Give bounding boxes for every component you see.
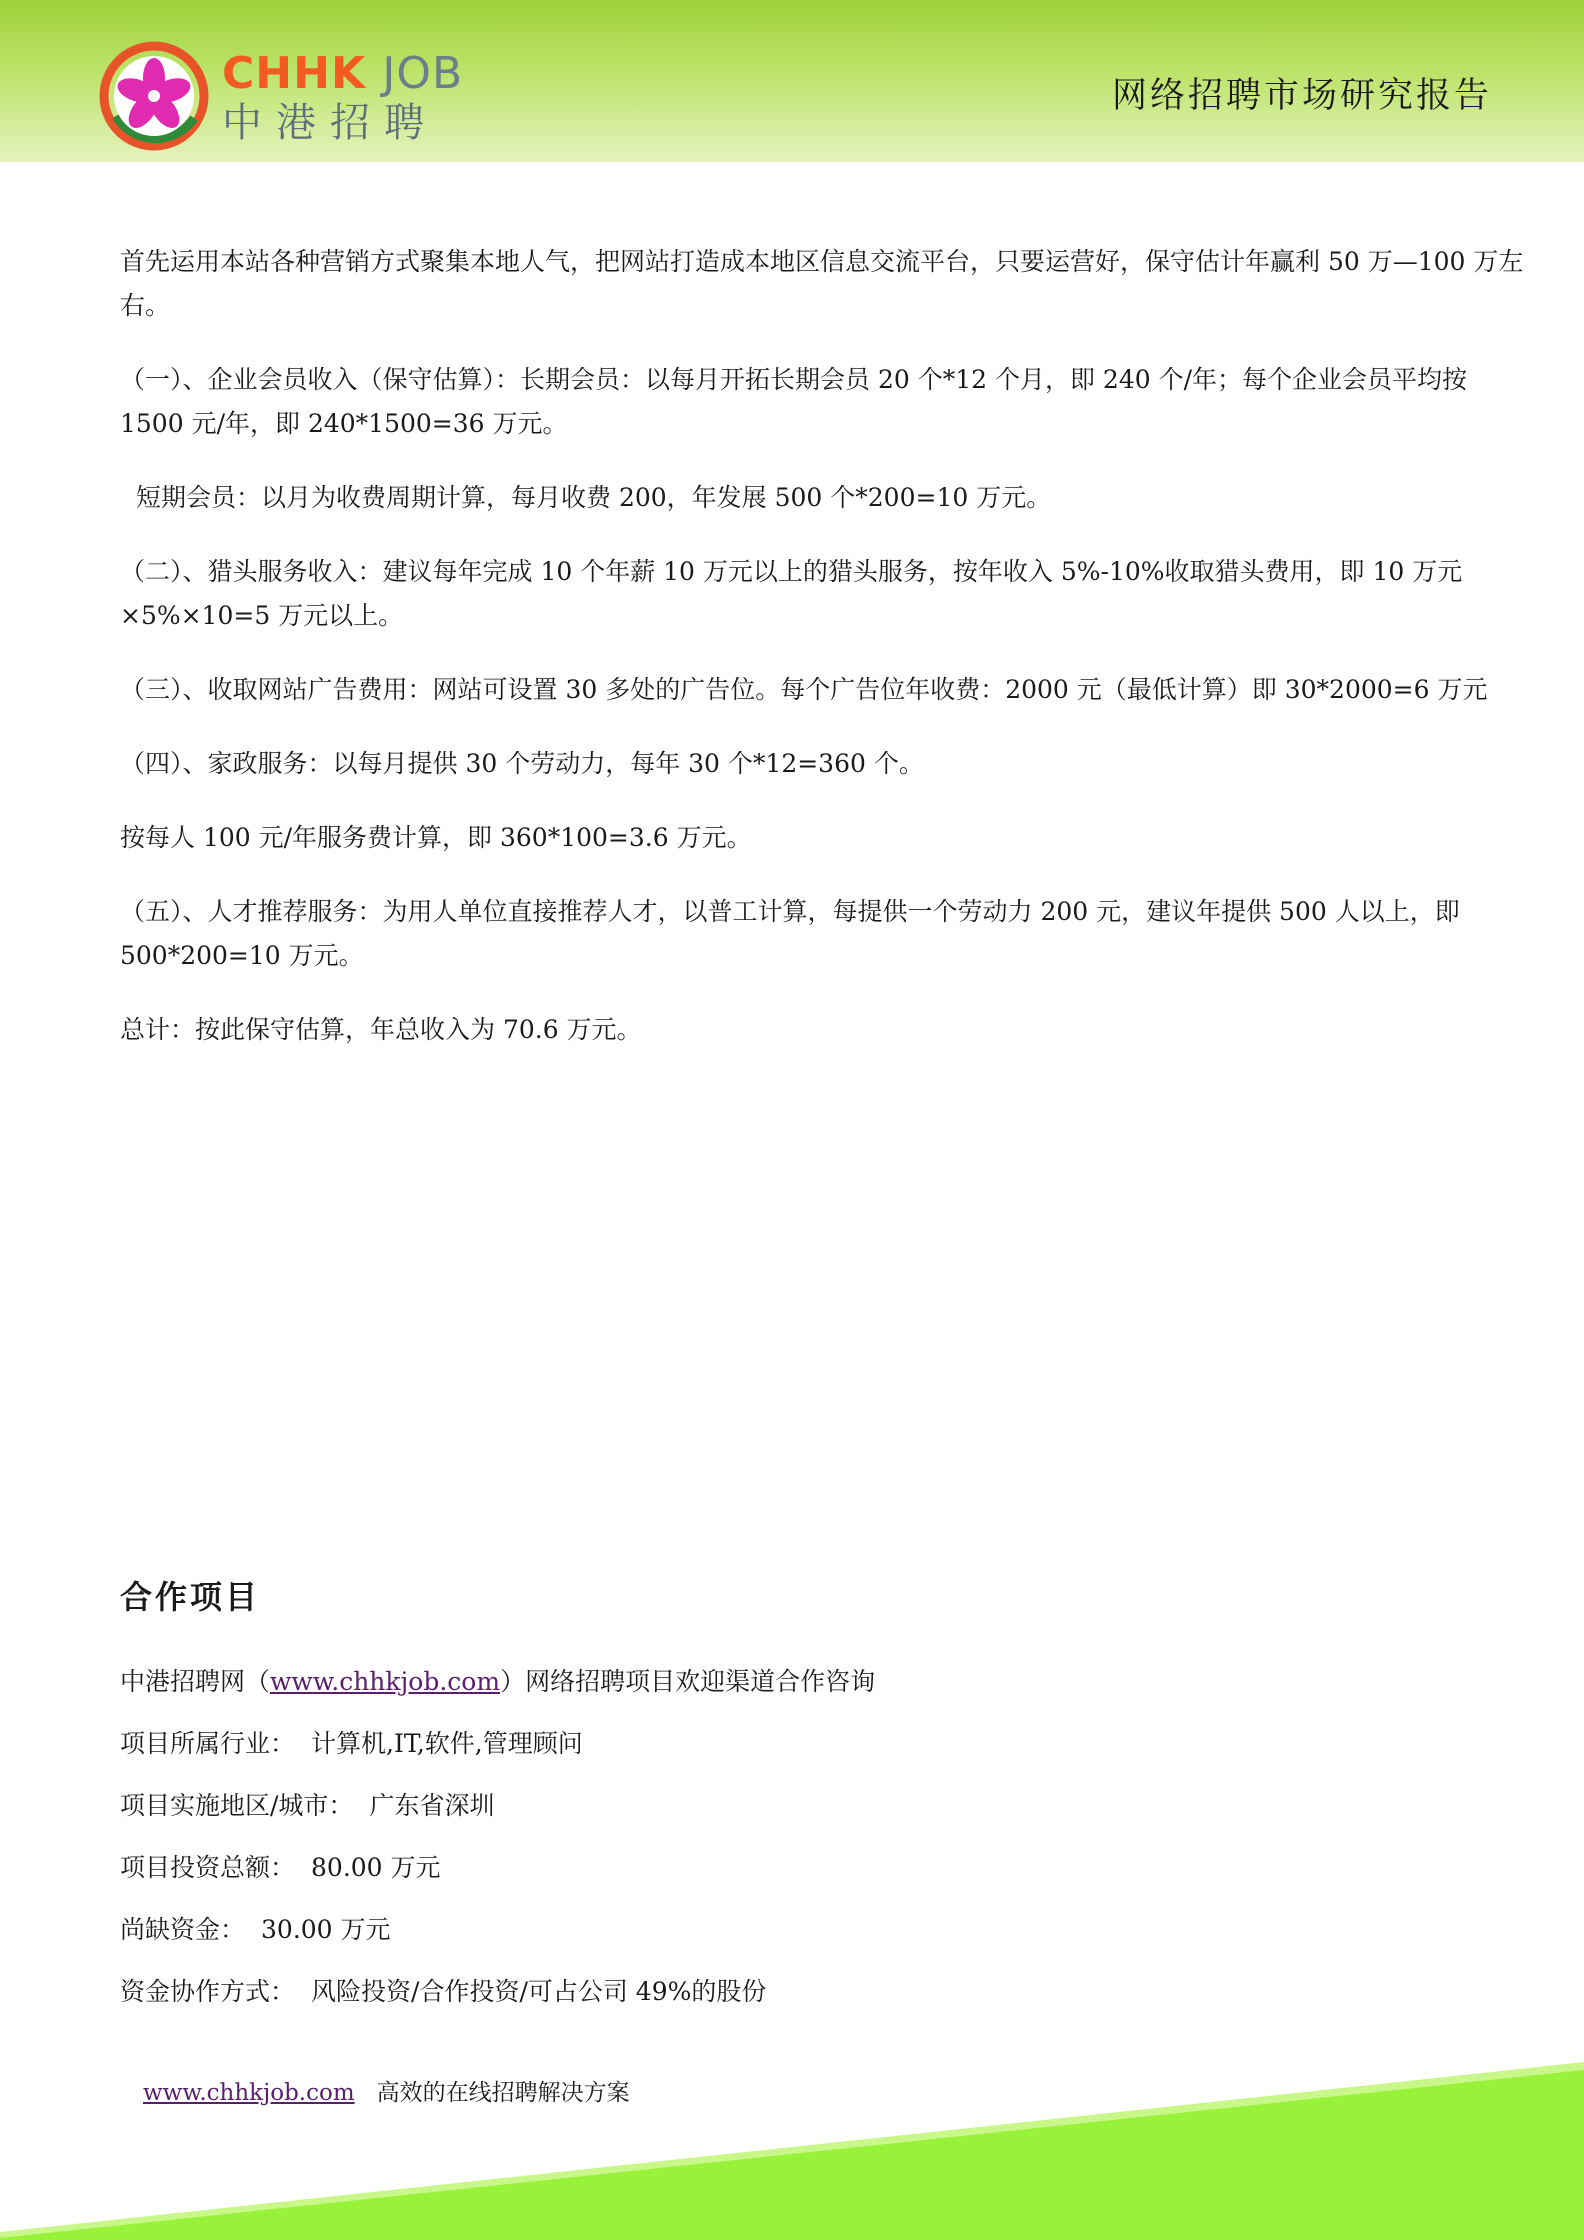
paragraph-short-term: 短期会员：以月为收费周期计算，每月收费 200，年发展 500 个*200=10 万元。 <box>136 483 1052 512</box>
website-link[interactable]: www.chhkjob.com <box>270 1667 501 1696</box>
paragraph-advertising: （三）、收取网站广告费用：网站可设置 30 多处的广告位。每个广告位年收费：2000 元（最低计算）即 30*2000=6 万元 <box>120 675 1488 704</box>
item-value: 风险投资/合作投资/可占公司 49%的股份 <box>311 1977 767 2006</box>
item-value: 80.00 万元 <box>311 1853 441 1882</box>
paragraph-total: 总计：按此保守估算，年总收入为 70.6 万元。 <box>120 1015 642 1044</box>
paragraph-intro: 首先运用本站各种营销方式聚集本地人气，把网站打造成本地区信息交流平台，只要运营好，保守估计年赢利 50 万—100 万左右。 <box>120 247 1524 320</box>
page-header <box>0 0 1584 162</box>
cooperation-item-funding-mode <box>120 1970 1534 2014</box>
footer-tagline: 高效的在线招聘解决方案 <box>376 2080 630 2106</box>
item-value: 广东省深圳 <box>369 1791 495 1820</box>
footer-green-band <box>0 2020 1584 2240</box>
report-title: 网络招聘市场研究报告 <box>1111 76 1492 116</box>
paragraph-housekeeping: （四）、家政服务：以每月提供 30 个劳动力，每年 30 个*12=360 个。 <box>120 749 924 778</box>
item-label: 尚缺资金： <box>120 1915 246 1944</box>
item-label: 项目所属行业： <box>120 1729 296 1758</box>
section-title-cooperation: 合作项目 <box>120 1578 261 1616</box>
paragraph-membership: （一）、企业会员收入（保守估算）：长期会员：以每月开拓长期会员 20 个*12 个月，即 240 个/年；每个企业会员平均按 1500 元/年，即 240*1500=36 万元。 <box>120 365 1468 438</box>
footer <box>143 2074 630 2107</box>
cooperation-intro: 中港招聘网（www.chhkjob.com）网络招聘项目欢迎渠道合作咨询 <box>120 1667 876 1696</box>
cooperation-item-investment <box>120 1846 1534 1890</box>
item-label: 项目投资总额： <box>120 1853 296 1882</box>
paragraph-service-fee: 按每人 100 元/年服务费计算，即 360*100=3.6 万元。 <box>120 823 752 852</box>
item-value: 计算机,IT,软件,管理顾问 <box>311 1729 583 1758</box>
item-label: 项目实施地区/城市： <box>120 1791 354 1820</box>
cooperation-item-industry <box>120 1722 1534 1766</box>
footer-website-link[interactable]: www.chhkjob.com <box>143 2080 355 2106</box>
chhk-job-logo[interactable] <box>96 38 464 158</box>
cooperation-list <box>120 1660 1534 2032</box>
cooperation-item-funding-gap <box>120 1908 1534 1952</box>
paragraph-talent-referral: （五）、人才推荐服务：为用人单位直接推荐人才，以普工计算，每提供一个劳动力 200 元，建议年提供 500 人以上，即 500*200=10 万元。 <box>120 897 1460 970</box>
paragraph-headhunting: （二）、猎头服务收入：建议每年完成 10 个年薪 10 万元以上的猎头服务，按年收入 5%-10%收取猎头费用，即 10 万元×5%×10=5 万元以上。 <box>120 557 1463 630</box>
logo-chinese-text: 中港招聘 <box>222 100 438 146</box>
item-label: 资金协作方式： <box>120 1977 296 2006</box>
bauhinia-flower-icon <box>96 38 212 154</box>
cooperation-item-region <box>120 1784 1534 1828</box>
item-value: 30.00 万元 <box>261 1915 391 1944</box>
logo-english-text: CHHK JOB <box>222 48 464 99</box>
report-body <box>120 240 1534 1082</box>
